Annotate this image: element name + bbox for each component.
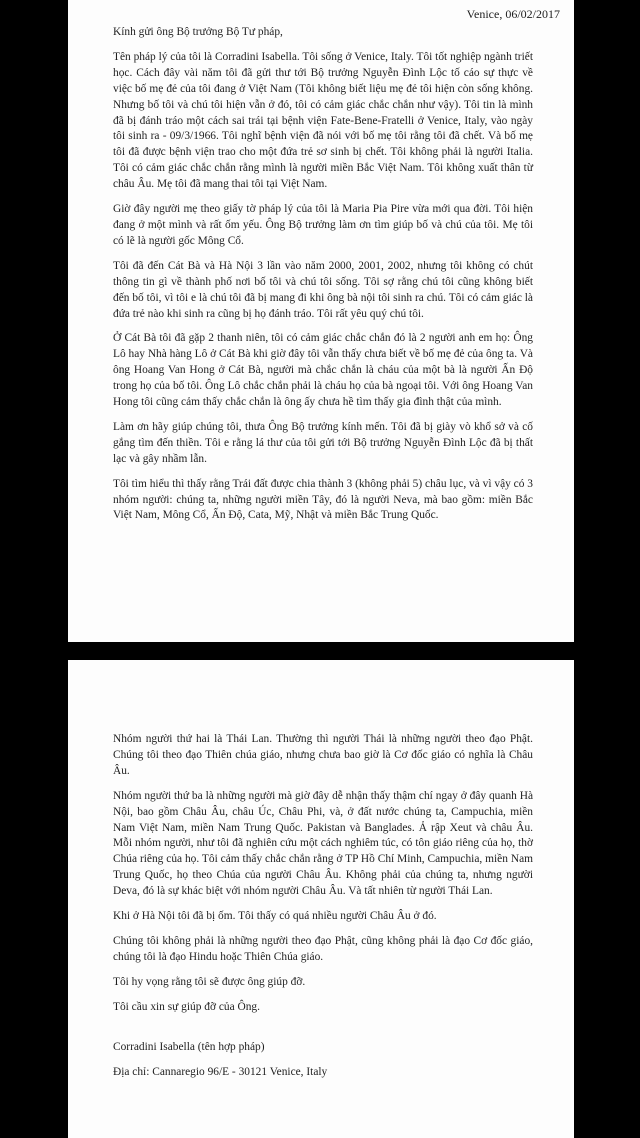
paragraph: Tôi hy vọng rằng tôi sẽ được ông giúp đỡ.	[113, 975, 306, 988]
page-1-body	[113, 0, 533, 524]
page-2-body	[113, 660, 533, 1080]
letter-page-2	[68, 660, 574, 1138]
paragraph: Ở Cát Bà tôi đã gặp 2 thanh niên, tôi có cảm giác chắc chắn đó là 2 người anh em họ: Ông Lô hay Nhà hàng Lô ở Cát Bà khi giờ đây tôi vẫn thấy chưa biết về bố mẹ đẻ của ông ta. Và ông Hoang Van Hong ở Cát Bà, người mà chắc chắn là cháu của một bà là người Ấn Độ trong họ của bố tôi. Ông Lô chắc chắn phải là cháu họ của bà ngoại tôi. Với ông Hoang Van Hong tôi cũng cảm thấy chắc chắn là ông ấy chưa hề tìm thấy gia đình thật của mình.	[113, 332, 533, 409]
letter-date: Venice, 06/02/2017	[466, 7, 560, 21]
paragraph: Tôi đã đến Cát Bà và Hà Nội 3 lần vào năm 2000, 2001, 2002, nhưng tôi không có chút thông tin gì về thành phố nơi bố tôi và chú tôi sống. Tôi sợ rằng chú tôi cũng không biết đến bố tôi, vì tôi e là chú tôi đã bị mang đi khi ông bà nội tôi sinh ra chú. Tôi có cảm giác là đứa trẻ nào khi sinh ra cũng bị họ đánh tráo. Tôi rất yêu quý chú tôi.	[113, 259, 533, 320]
paragraph: Tôi tìm hiểu thì thấy rằng Trái đất được chia thành 3 (không phải 5) châu lục, và vì vậy có 3 nhóm người: chúng ta, những người miền Tây, đó là người Neva, mà bao gồm: miền Bắc Việt Nam, Mông Cổ, Ấn Độ, Cata, Mỹ, Nhật và miền Bắc Trung Quốc.	[113, 477, 533, 522]
paragraph: Khi ở Hà Nội tôi đã bị ốm. Tôi thấy có quá nhiều người Châu Âu ở đó.	[113, 910, 437, 923]
closing: Tôi cầu xin sự giúp đỡ của Ông.	[113, 1000, 260, 1013]
paragraph: Giờ đây người mẹ theo giấy tờ pháp lý của tôi là Maria Pia Pire vừa mới qua đời. Tôi hiện đang ở một mình và rất ốm yếu. Ông Bộ trưởng làm ơn tìm giúp bố và chú của tôi. Mẹ tôi có lẽ là người gốc Mông Cổ.	[113, 203, 533, 247]
paragraph: Nhóm người thứ hai là Thái Lan. Thường thì người Thái là những người theo đạo Phật. Chúng tôi theo đạo Thiên chúa giáo, nhưng chưa bao giờ là Cơ đốc giáo có nghĩa là Châu Âu.	[113, 733, 533, 777]
paragraph: Nhóm người thứ ba là những người mà giờ đây dễ nhận thấy thậm chí ngay ở đây quanh Hà Nội, bao gồm Châu Âu, châu Úc, Châu Phi, và, ở đất nước chúng ta, Campuchia, miền Nam Việt Nam, miền Nam Trung Quốc. Pakistan và Banglades. Ả rập Xeut và châu Âu. Mỗi nhóm người, như tôi đã nghiên cứu một cách nghiêm túc, có tôn giáo riêng của họ, thờ Chúa riêng của họ. Tôi cảm thấy chắc chắn rằng ở TP Hồ Chí Minh, Campuchia, miền Nam Trung Quốc, họ theo Chúa của người Châu Âu. Không phải của chúng ta, nhưng người Deva, đó là sự khác biệt với nhóm người Châu Âu. Và tất nhiên từ người Thái Lan.	[113, 789, 533, 898]
signature-name: Corradini Isabella (tên hợp pháp)	[113, 1040, 265, 1053]
salutation: Kính gửi ông Bộ trưởng Bộ Tư pháp,	[113, 26, 283, 38]
letter-page-1	[68, 0, 574, 642]
paragraph: Làm ơn hãy giúp chúng tôi, thưa Ông Bộ trưởng kính mến. Tôi đã bị giày vò khổ sở và cố gắng tìm đến thiền. Tôi e rằng lá thư của tôi gửi tới Bộ trưởng Nguyễn Đình Lộc đã bị thất lạc và gây nhầm lẫn.	[113, 420, 533, 465]
paragraph: Chúng tôi không phải là những người theo đạo Phật, cũng không phải là đạo Cơ đốc giáo, chúng tôi là đạo Hindu hoặc Thiên Chúa giáo.	[113, 934, 533, 963]
paragraph: Tên pháp lý của tôi là Corradini Isabella. Tôi sống ở Venice, Italy. Tôi tốt nghiệp ngành triết học. Cách đây vài năm tôi đã gửi thư tới Bộ trưởng Nguyễn Đình Lộc tố cáo sự thực về việc bố mẹ đẻ của tôi đang ở Việt Nam (Tôi không biết liệu mẹ đẻ tôi hiện còn sống không. Nhưng bố tôi và chú tôi hiện vẫn ở đó, tôi có cảm giác chắc chắn như vậy). Tôi tin là mình đã bị đánh tráo một cách sai trái tại bệnh viện Fate-Bene-Fratelli ở Venice, Italy, vào ngày tôi sinh ra - 09/3/1966. Tôi nghĩ bệnh viện đã nói với bố mẹ tôi rằng tôi đã chết. Và bố mẹ tôi đã được bệnh viện trao cho một đứa trẻ sơ sinh bị chết. Tôi không phải là người Italia. Tôi có cảm giác chắc chắn rằng mình là người miền Bắc Việt Nam. Tôi không xuất thân từ châu Âu. Mẹ tôi đã mang thai tôi tại Việt Nam.	[113, 50, 533, 191]
address: Địa chỉ: Cannaregio 96/E - 30121 Venice, Italy	[113, 1065, 328, 1078]
